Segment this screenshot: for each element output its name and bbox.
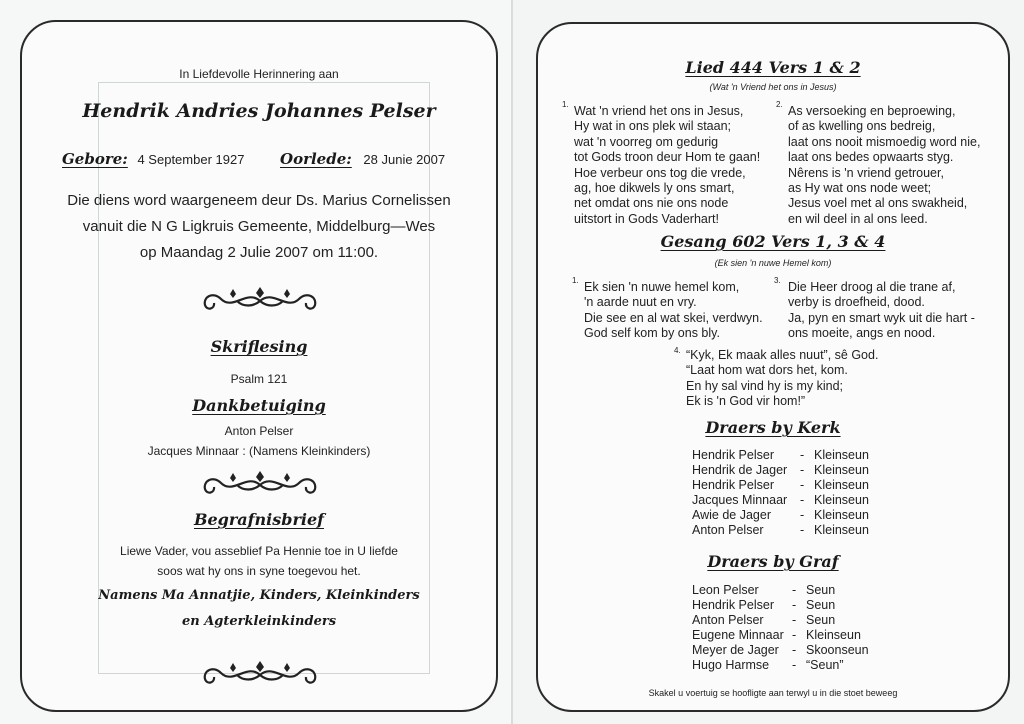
hymn2-verse4 [686,348,878,410]
service-line-2: vanuit die N G Ligkruis Gemeente, Middelburg—Wes [82,218,436,235]
service-line-3: op Maandag 2 Julie 2007 om 11:00. [139,244,379,261]
died-label: Oorlede: [280,150,352,168]
hymn1-verse1-number: 1. [562,100,569,109]
table-row: Hendrik Pelser - Kleinseun [692,478,869,492]
born-date: 4 September 1927 [137,152,245,167]
verse-line: Hoe verbeur ons tog die vrede, [574,165,746,180]
verse-line: laat ons nooit mismoedig word nie, [788,134,981,149]
table-row: Hugo Harmse - “Seun” [692,658,844,672]
scroll-ornament-icon [197,285,323,313]
right-panel [536,22,1010,712]
verse-line: net omdat ons nie ons node [574,196,729,211]
verse-line: Die see en al wat skei, verdwyn. [584,310,763,325]
hymn1-verse2-number: 2. [776,100,783,109]
birth-row [62,150,244,168]
table-row: Hendrik de Jager - Kleinseun [692,463,869,477]
verse-line: Hy wat in ons plek wil staan; [574,119,732,134]
hymn1-title: Lied 444 Vers 1 & 2 [685,58,861,77]
page-fold [511,0,513,724]
verse-line: “Laat hom wat dors het, kom. [686,363,848,378]
died-date: 28 Junie 2007 [363,152,446,167]
table-row: Jacques Minnaar - Kleinseun [692,493,869,507]
thanks-line-1: Anton Pelser [224,424,294,438]
verse-line: as Hy wat ons node weet; [788,181,932,196]
hymn1-verse1 [574,104,760,227]
born-label: Gebore: [62,150,128,168]
verse-line: Jesus voel met al ons swakheid, [788,196,968,211]
verse-line: Nêrens is 'n vriend getrouer, [788,165,944,180]
scroll-ornament-icon [197,469,323,497]
letter-line-1: Liewe Vader, vou asseblief Pa Hennie toe in U liefde [120,544,398,558]
table-row: Leon Pelser - Seun [692,583,836,597]
table-row: Eugene Minnaar - Kleinseun [692,628,861,642]
church-bearers-title: Draers by Kerk [705,418,841,437]
verse-line: Wat 'n vriend het ons in Jesus, [574,104,744,118]
family-line-1: Namens Ma Annatjie, Kinders, Kleinkinders [98,588,420,603]
verse-line: verby is droefheid, dood. [788,295,925,310]
hymn2-verse3 [788,280,975,342]
family-line-2: en Agterkleinkinders [181,614,337,629]
church-bearers-table [692,448,869,538]
service-line-1: Die diens word waargeneem deur Ds. Marius Cornelissen [67,192,451,209]
deceased-name: Hendrik Andries Johannes Pelser [82,100,436,122]
thanks-line-2: Jacques Minnaar : (Namens Kleinkinders) [147,444,371,458]
reading-title: Skriflesing [210,337,308,356]
letter-line-2: soos wat hy ons in syne toegevou het. [157,564,361,578]
verse-line: laat ons bedes opwaarts styg. [788,150,954,165]
verse-line: God self kom by ons bly. [584,326,720,341]
death-row [280,150,445,168]
verse-line: ag, hoe dikwels ly ons smart, [574,181,735,196]
reading-text: Psalm 121 [230,372,288,386]
verse-line: of as kwelling ons bedreig, [788,119,936,134]
hymn1-subtitle: (Wat 'n Vriend het ons in Jesus) [709,82,837,92]
hymn2-verse4-number: 4. [674,346,681,355]
verse-line: ons moeite, angs en nood. [788,326,936,341]
verse-line: En hy sal vind hy is my kind; [686,378,844,393]
hymn1-verse2 [788,104,980,227]
hymn2-title: Gesang 602 Vers 1, 3 & 4 [660,232,886,251]
table-row: Meyer de Jager - Skoonseun [692,643,869,657]
table-row: Hendrik Pelser - Seun [692,598,836,612]
left-panel [20,20,498,712]
verse-line: “Kyk, Ek maak alles nuut”, sê God. [686,348,879,362]
letter-title: Begrafnisbrief [193,510,325,529]
hymn2-verse3-number: 3. [774,276,781,285]
verse-line: uitstort in Gods Vaderhart! [574,211,719,226]
grave-bearers-table [692,583,869,673]
verse-line: en wil deel in al ons leed. [788,211,928,226]
thanks-title: Dankbetuiging [192,396,326,415]
verse-line: Ek is 'n God vir hom!” [686,394,806,409]
table-row: Anton Pelser - Kleinseun [692,523,869,537]
table-row: Awie de Jager - Kleinseun [692,508,869,522]
verse-line: Die Heer droog al die trane af, [788,280,956,294]
hymn2-subtitle: (Ek sien 'n nuwe Hemel kom) [714,258,832,268]
table-row: Hendrik Pelser - Kleinseun [692,448,869,462]
hymn2-verse1-number: 1. [572,276,579,285]
verse-line: As versoeking en beproewing, [788,104,956,118]
hymn2-verse1 [584,280,763,342]
memory-line: In Liefdevolle Herinnering aan [179,67,339,81]
verse-line: Ek sien 'n nuwe hemel kom, [584,280,740,294]
scroll-ornament-icon [197,659,323,687]
verse-line: tot Gods troon deur Hom te gaan! [574,150,761,165]
verse-line: wat 'n voorreg om gedurig [574,134,719,149]
footer-note: Skakel u voertuig se hoofligte aan terwyl u in die stoet beweeg [648,688,898,698]
grave-bearers-title: Draers by Graf [707,552,839,571]
table-row: Anton Pelser - Seun [692,613,836,627]
verse-line: Ja, pyn en smart wyk uit die hart - [788,310,975,325]
verse-line: 'n aarde nuut en vry. [584,295,697,310]
